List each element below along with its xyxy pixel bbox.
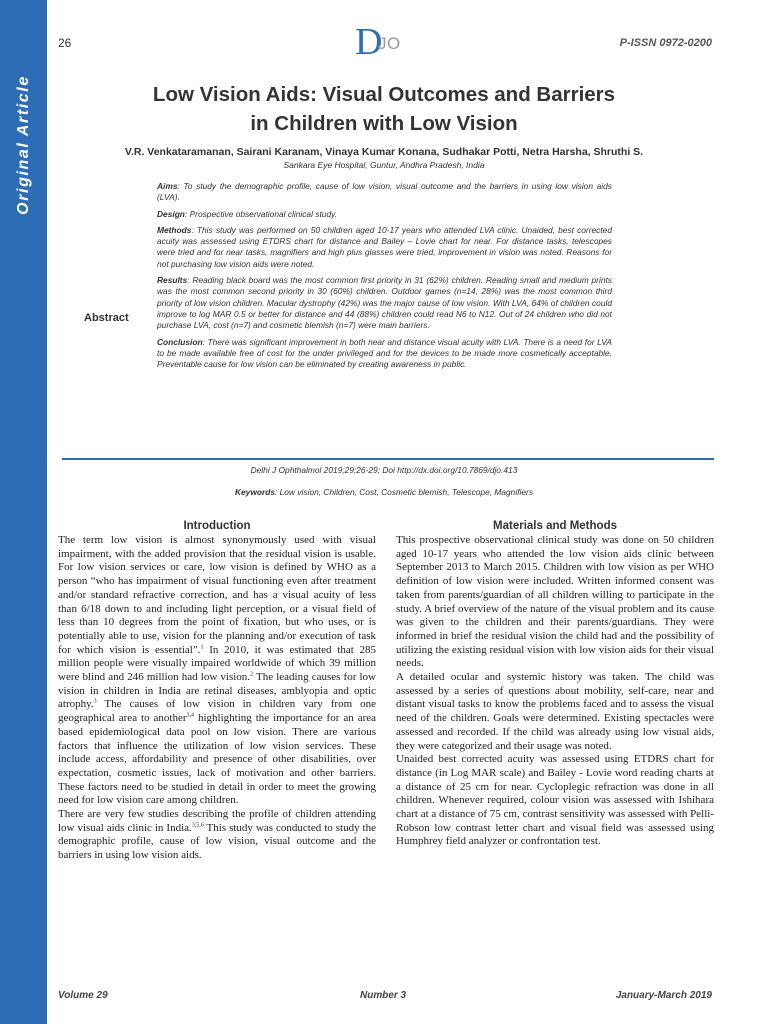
intro-paragraph-2 xyxy=(58,808,376,863)
logo-letter-d: D xyxy=(355,21,383,63)
design-text: : Prospective observational clinical study. xyxy=(184,208,337,219)
authors: V.R. Venkataramanan, Sairani Karanam, Vinaya Kumar Konana, Sudhakar Potti, Netra Harsha, Shruthi S. xyxy=(124,146,644,158)
results-text: : Reading black board was the most common first priority in 31 (62%) children. Reading small and medium prints was the most common second priority in 30 (60%) children. Outdoor games (n=14, 28%) was the most common third priority of low vision children. Macular dystrophy (42%) was the major cause of low vision. With LVA, 64% of children could improve to log MAR 0.5 or better for distance and 44 (88%) children could read N6 to N12. Out of 24 children who did not purchase LVA, cost (n=7) and cosmetic blemish (n=7) were main barriers. xyxy=(157,275,612,331)
intro-text-1a: The term low vision is almost synonymously used with visual impairment, with the added provision that the residual vision is usable. For low vision services or care, low vision is defined by WHO as a person “who has impairment of visual functioning even after treatment and/or standard refractive correction, and has a visual acuity of less than 6/18 down to and including light perception, or a visual field of less than 10 degrees from the point of fixation, but who uses, or is potentially able to use, vision for the planning and/or execution of task for which vision is essential”. xyxy=(58,534,376,656)
abstract-aims xyxy=(157,181,612,204)
affiliation: Sankara Eye Hospital, Guntur, Andhra Pradesh, India xyxy=(283,160,485,170)
methods-heading: Materials and Methods xyxy=(493,520,617,532)
intro-text-1b: In 2010, it was estimated that 285 million people were visually impaired worldwide of which 39 million were blind and 246 million had low vision. xyxy=(58,643,377,684)
logo-letters-jo: JO xyxy=(378,34,401,53)
divider-rule xyxy=(62,458,714,460)
abstract-body xyxy=(157,181,612,375)
sidebar-band xyxy=(0,0,47,1024)
page-number: 26 xyxy=(58,36,72,50)
introduction-column xyxy=(58,519,376,863)
keywords-text: : Low vision, Children, Cost, Cosmetic blemish, Telescope, Magnifiers xyxy=(275,487,534,497)
ref-3-5-6: 3,5,6 xyxy=(191,822,204,829)
conclusion-text: : There was significant improvement in both near and distance visual acuity with LVA. There is a need for LVA to be made available free of cost for the under privileged and for the devices to be made more cosmetically acceptable. Preventable cause for low vision can be eliminated by creating awareness in public. xyxy=(157,336,612,370)
methods-column xyxy=(396,519,714,849)
footer-date: January-March 2019 xyxy=(615,990,712,1001)
article-title xyxy=(60,80,708,138)
ref-2: 2 xyxy=(250,671,254,678)
abstract-conclusion xyxy=(157,337,612,371)
keywords-label: Keywords xyxy=(234,487,275,497)
intro-text-1e: highlighting the importance for an area based epidemiological data pool on low vision. There are various factors that influence the utilization of low vision services. These include access, affordability and presence of other disabilities, over expectation, cosmetic issues, lack of motivation and other barriers. These factors need to be studied in detail in order to meet the growing need for low vision care among children. xyxy=(58,712,376,807)
intro-text-2b: This study was conducted to study the demographic profile, cause of low vision, visual outcome and the barriers in using low vision aids. xyxy=(58,821,376,862)
abstract-design xyxy=(157,209,612,220)
ref-3-4: 3,4 xyxy=(186,712,195,719)
aims-text: : To study the demographic profile, cause of low vision, visual outcome and the barriers in using low vision aids (LVA). xyxy=(157,181,612,203)
design-label: Design xyxy=(157,208,185,219)
ref-1: 1 xyxy=(200,643,204,650)
abstract-label: Abstract xyxy=(84,312,129,324)
methods-paragraph-2: A detailed ocular and systemic history was taken. The child was assessed by a series of questions about mobility, self-care, near and distant visual tasks to know the problems faced and to assess the visual need of the children. Goals were determined. Existing spectacles were assessed and recorded. If the child was already using low visual aids, they were categorized and their usage was noted. xyxy=(396,671,714,752)
methods-paragraph-3: Unaided best corrected acuity was assessed using ETDRS chart for distance (in Log MAR scale) and Bailey - Lovie word reading charts at a distance of 25 cm for near. Cycloplegic refraction was done in all children. Whenever required, colour vision was assessed with Ishihara chart at a distance of 75 cm, contrast sensitivity was assessed with Pelli-Robson low contrast letter chart and visual field was assessed using Humphrey field analyzer or confrontation test. xyxy=(396,753,715,848)
intro-text-1d: The causes of low vision in children vary from one geographical area to another xyxy=(58,698,376,725)
article-type-label: Original Article xyxy=(15,75,32,215)
aims-label: Aims xyxy=(157,181,178,191)
intro-paragraph-1 xyxy=(58,534,376,808)
introduction-heading: Introduction xyxy=(183,520,251,532)
conclusion-label: Conclusion xyxy=(157,336,203,347)
methods-paragraph-1: This prospective observational clinical study was done on 50 children aged 10-17 years who attended the low vision aids clinic between September 2013 to March 2015. Children with low vision as per WHO definition of low vision were included. Written informed consent was taken from parents/guardian of all children willing to participate in the study. A brief overview of the nature of the visual problem and its cause was given to the children and their parents/guardians. They were informed in brief the residual vision the child had and the possibility of utilizing the existing residual vision with low vision aids for their visual needs. xyxy=(396,534,714,670)
title-line-1: Low Vision Aids: Visual Outcomes and Barriers xyxy=(152,83,616,106)
intro-text-2a: There are very few studies describing the profile of children attending low visual aids clinic in India. xyxy=(58,808,376,834)
footer-number: Number 3 xyxy=(360,990,407,1001)
results-label: Results xyxy=(157,275,188,286)
intro-text-1c: The leading causes for low vision in children in India are retinal diseases, amblyopia and optic atrophy. xyxy=(58,671,376,711)
issn: P-ISSN 0972-0200 xyxy=(619,37,712,49)
citation: Delhi J Ophthalmol 2019;29;26-29; Doi http://dx.doi.org/10.7869/djo.413 xyxy=(250,465,518,475)
footer-volume: Volume 29 xyxy=(58,990,108,1001)
journal-logo xyxy=(355,21,419,66)
title-line-2: in Children with Low Vision xyxy=(250,112,518,135)
methods-text: : This study was performed on 50 children aged 10-17 years who attended LVA clinic. Unaided, best corrected acuity was assessed using ETDRS chart for distance and Bailey – Lovie chart for near. For distance tasks, telescopes were tried and for near tasks, magnifiers and high plus glasses were tried, improvement in vision was noted. Reasons for not purchasing low vision aids were noted. xyxy=(157,224,612,269)
ref-3: 3 xyxy=(93,698,97,705)
keywords xyxy=(60,487,708,497)
abstract-results xyxy=(157,275,612,331)
abstract-methods xyxy=(157,225,612,270)
methods-label: Methods xyxy=(157,224,192,235)
